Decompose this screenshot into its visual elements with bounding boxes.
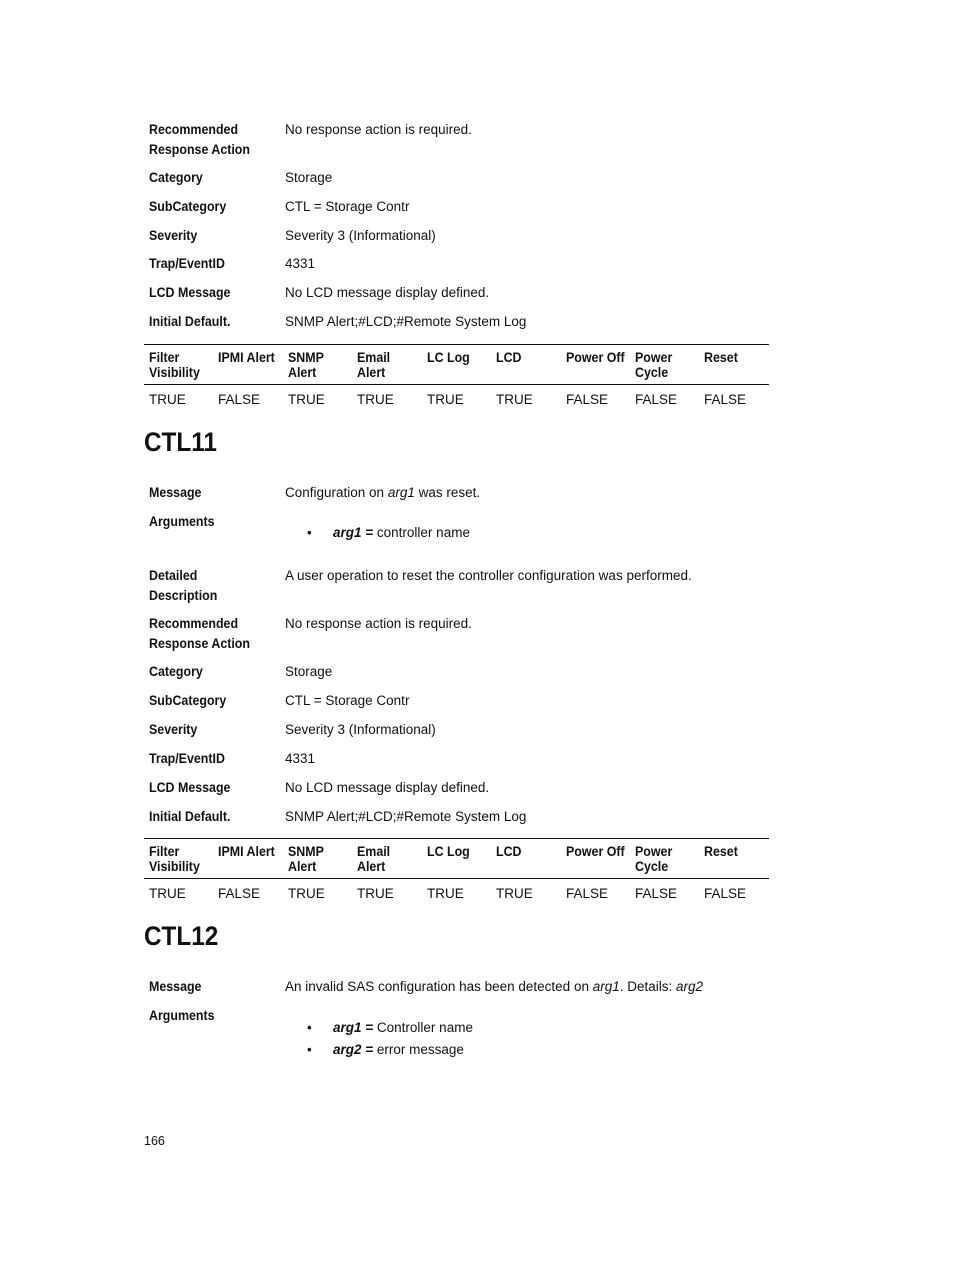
argument-list bbox=[307, 522, 470, 544]
table-header-cell: SNMP bbox=[288, 350, 324, 365]
section-heading-ctl11: CTL11 bbox=[144, 427, 217, 457]
table-value-cell: TRUE bbox=[288, 886, 325, 901]
message-text: Configuration on bbox=[285, 485, 388, 500]
table-rule-middle bbox=[144, 878, 769, 879]
argument-list bbox=[307, 1017, 473, 1061]
kv-label: LCD Message bbox=[149, 780, 231, 795]
table-value-cell: FALSE bbox=[218, 392, 261, 407]
table-value-cell: TRUE bbox=[496, 392, 533, 407]
kv-value: No response action is required. bbox=[285, 616, 472, 631]
message-text: was reset. bbox=[414, 485, 481, 500]
table-header-cell: Reset bbox=[704, 350, 738, 365]
kv-label: Recommended Response Action bbox=[149, 616, 250, 651]
kv-label: SubCategory bbox=[149, 199, 227, 214]
table-header-cell: Alert bbox=[357, 364, 386, 380]
kv-value: 4331 bbox=[285, 751, 316, 766]
kv-value: Severity 3 (Informational) bbox=[285, 228, 436, 243]
table-value-cell: FALSE bbox=[566, 886, 609, 901]
kv-value: Severity 3 (Informational) bbox=[285, 722, 436, 737]
table-value-cell: FALSE bbox=[635, 886, 678, 901]
table-rule-middle bbox=[144, 384, 769, 385]
argument-name: arg1 = bbox=[333, 1020, 374, 1035]
table-value-cell: FALSE bbox=[704, 392, 747, 407]
kv-label: Initial Default. bbox=[149, 809, 231, 824]
kv-label: LCD Message bbox=[149, 285, 231, 300]
table-header-cell: Filter bbox=[149, 350, 180, 365]
bullet-icon: • bbox=[307, 1020, 312, 1035]
kv-label: Severity bbox=[149, 722, 198, 737]
table-value-cell: FALSE bbox=[566, 392, 609, 407]
table-rule-top bbox=[144, 838, 769, 839]
message-arg: arg1 bbox=[592, 979, 620, 994]
table-header-cell: Alert bbox=[357, 858, 386, 874]
kv-label: Recommended Response Action bbox=[149, 122, 250, 157]
table-header-cell: Cycle bbox=[635, 364, 669, 380]
table-value-cell: TRUE bbox=[288, 392, 325, 407]
message-arg: arg1 bbox=[387, 485, 415, 500]
kv-value: CTL = Storage Contr bbox=[285, 199, 410, 214]
kv-label: Initial Default. bbox=[149, 314, 231, 329]
argument-desc: Controller name bbox=[373, 1020, 473, 1035]
table-value-cell: TRUE bbox=[427, 886, 464, 901]
message-value bbox=[285, 977, 765, 997]
list-item bbox=[307, 522, 470, 544]
table-value-cell: TRUE bbox=[357, 886, 394, 901]
bullet-icon: • bbox=[307, 525, 312, 540]
kv-label: Trap/EventID bbox=[149, 256, 225, 271]
table-header-cell: LCD bbox=[496, 844, 522, 859]
kv-value: No LCD message display defined. bbox=[285, 780, 490, 795]
table-value-cell: TRUE bbox=[149, 886, 186, 901]
table-header-cell: Power bbox=[635, 350, 673, 365]
kv-label: Severity bbox=[149, 228, 198, 243]
kv-label: Arguments bbox=[149, 1008, 215, 1023]
message-value bbox=[285, 483, 765, 503]
table-header-cell: Power bbox=[635, 844, 673, 859]
kv-label: SubCategory bbox=[149, 693, 227, 708]
list-item bbox=[307, 1017, 473, 1039]
table-value-cell: FALSE bbox=[635, 392, 678, 407]
argument-desc: controller name bbox=[373, 525, 470, 540]
bullet-icon: • bbox=[307, 1042, 312, 1057]
kv-value: SNMP Alert;#LCD;#Remote System Log bbox=[285, 809, 527, 824]
table-header-cell: Reset bbox=[704, 844, 738, 859]
table-header-cell: Cycle bbox=[635, 858, 669, 874]
table-header-cell: LC Log bbox=[427, 844, 470, 859]
list-item bbox=[307, 1039, 473, 1061]
message-text: . Details: bbox=[619, 979, 677, 994]
kv-label: Detailed Description bbox=[149, 568, 218, 603]
page-number: 166 bbox=[144, 1134, 165, 1148]
kv-label: Category bbox=[149, 664, 203, 679]
table-header-cell: Power Off bbox=[566, 844, 625, 859]
table-header-cell: SNMP bbox=[288, 844, 324, 859]
table-value-cell: TRUE bbox=[357, 392, 394, 407]
table-header-cell: LCD bbox=[496, 350, 522, 365]
table-value-cell: TRUE bbox=[149, 392, 186, 407]
argument-desc: error message bbox=[373, 1042, 464, 1057]
table-header-cell: Power Off bbox=[566, 350, 625, 365]
kv-label: Arguments bbox=[149, 514, 215, 529]
table-header-cell: Email bbox=[357, 350, 391, 365]
message-text: An invalid SAS configuration has been detected on bbox=[285, 979, 593, 994]
kv-value: SNMP Alert;#LCD;#Remote System Log bbox=[285, 314, 527, 329]
kv-value: A user operation to reset the controller configuration was performed. bbox=[285, 568, 692, 583]
table-header-cell: Alert bbox=[288, 858, 317, 874]
table-header-cell: Visibility bbox=[149, 364, 200, 380]
table-header-cell: IPMI Alert bbox=[218, 350, 275, 365]
message-arg: arg2 bbox=[676, 979, 704, 994]
kv-label: Trap/EventID bbox=[149, 751, 225, 766]
kv-value: Storage bbox=[285, 170, 333, 185]
kv-label: Message bbox=[149, 485, 202, 500]
section-heading-ctl12: CTL12 bbox=[144, 921, 219, 951]
kv-label: Category bbox=[149, 170, 203, 185]
kv-value: No response action is required. bbox=[285, 122, 472, 137]
table-header-cell: Alert bbox=[288, 364, 317, 380]
kv-label: Message bbox=[149, 979, 202, 994]
table-header-cell: IPMI Alert bbox=[218, 844, 275, 859]
table-rule-top bbox=[144, 344, 769, 345]
kv-value: CTL = Storage Contr bbox=[285, 693, 410, 708]
table-value-cell: FALSE bbox=[218, 886, 261, 901]
table-header-cell: Visibility bbox=[149, 858, 200, 874]
table-header-cell: LC Log bbox=[427, 350, 470, 365]
table-value-cell: FALSE bbox=[704, 886, 747, 901]
table-header-cell: Filter bbox=[149, 844, 180, 859]
kv-value: 4331 bbox=[285, 256, 316, 271]
table-value-cell: TRUE bbox=[496, 886, 533, 901]
kv-value: No LCD message display defined. bbox=[285, 285, 490, 300]
table-value-cell: TRUE bbox=[427, 392, 464, 407]
argument-name: arg1 = bbox=[333, 525, 374, 540]
argument-name: arg2 = bbox=[333, 1042, 374, 1057]
table-header-cell: Email bbox=[357, 844, 391, 859]
kv-value: Storage bbox=[285, 664, 333, 679]
